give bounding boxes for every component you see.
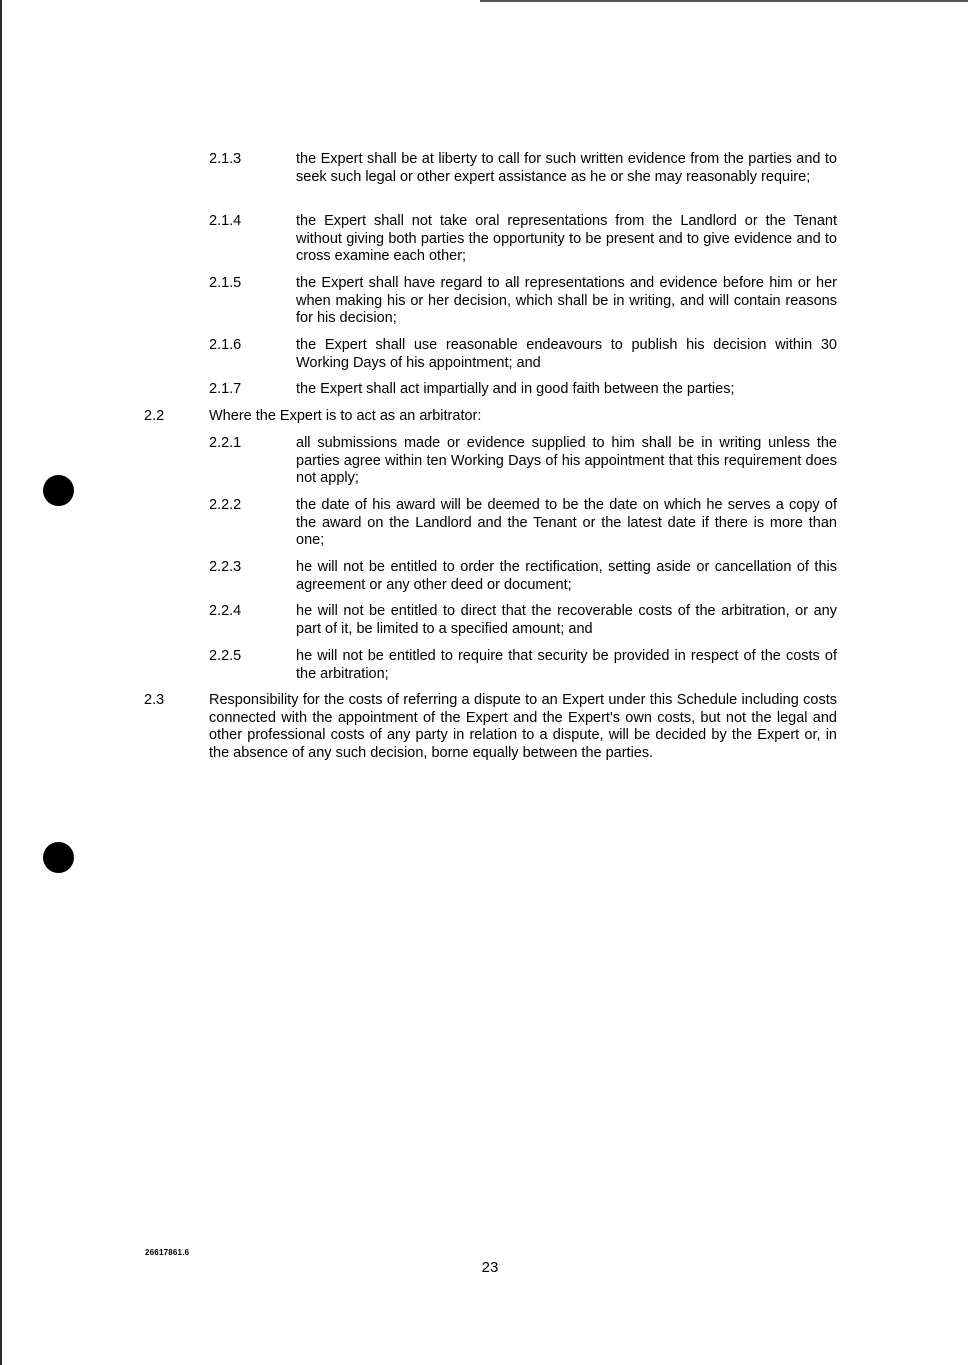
scan-top-edge [480,0,968,2]
punch-hole-marker [43,475,74,506]
clause-number: 2.2 [144,408,165,424]
punch-hole-marker [43,842,74,873]
clause-text: he will not be entitled to order the rectification, setting aside or cancellation of this agreement or any other deed or document; [296,559,837,593]
clause-number: 2.2.4 [209,603,242,619]
document-reference: 26617861.6 [145,1248,190,1257]
clause-text: Where the Expert is to act as an arbitrator: [209,408,482,424]
clause-number: 2.2.2 [209,497,242,513]
clause-number: 2.2.1 [209,435,242,451]
clause-number: 2.1.4 [209,213,242,229]
clause-text: the Expert shall use reasonable endeavours to publish his decision within 30 Working Days of his appointment; and [296,337,837,371]
clause-number: 2.1.3 [209,151,242,167]
clause-text: the Expert shall act impartially and in good faith between the parties; [296,381,735,397]
clause-text: the Expert shall have regard to all representations and evidence before him or her when making his or her decision, which shall be in writing, and will contain reasons for his decision; [296,275,837,326]
scan-left-edge [0,0,2,1365]
clause-number: 2.2.3 [209,559,242,575]
clause-text: he will not be entitled to require that security be provided in respect of the costs of the arbitration; [296,648,837,682]
page-number: 23 [481,1259,499,1276]
clause-text: Responsibility for the costs of referring a dispute to an Expert under this Schedule including costs connected with the appointment of the Expert and the Expert's own costs, but not the legal and other professional costs of any party in relation to a dispute, will be decided by the Expert or, in the absence of any such decision, borne equally between the parties. [209,692,837,761]
clause-text: the Expert shall not take oral representations from the Landlord or the Tenant without giving both parties the opportunity to be present and to give evidence and to cross examine each other; [296,213,837,264]
clause-number: 2.1.6 [209,337,242,353]
clause-text: he will not be entitled to direct that the recoverable costs of the arbitration, or any part of it, be limited to a specified amount; and [296,603,837,637]
clause-text: the date of his award will be deemed to be the date on which he serves a copy of the award on the Landlord and the Tenant or the latest date if there is more than one; [296,497,837,548]
clause-text: the Expert shall be at liberty to call for such written evidence from the parties and to seek such legal or other expert assistance as he or she may reasonably require; [296,151,837,185]
clause-text: all submissions made or evidence supplied to him shall be in writing unless the parties agree within ten Working Days of his appointment that this requirement does not apply; [296,435,837,486]
clause-number: 2.2.5 [209,648,242,664]
clause-number: 2.1.7 [209,381,242,397]
clause-number: 2.1.5 [209,275,242,291]
clause-number: 2.3 [144,692,165,708]
